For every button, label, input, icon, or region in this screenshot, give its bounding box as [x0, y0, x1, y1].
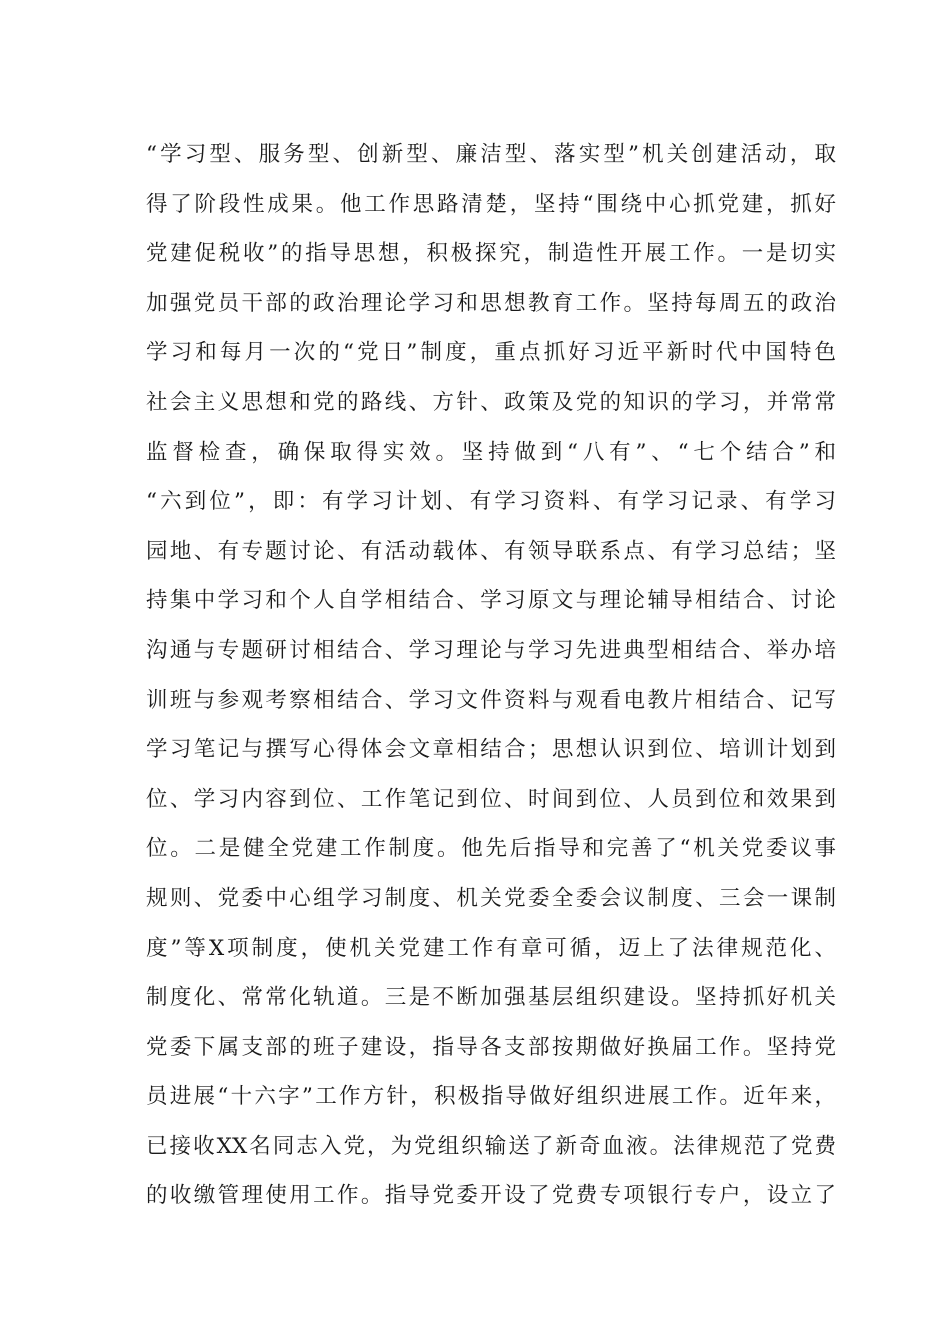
text-line: 员进展“十六字”工作方针，积极指导做好组织进展工作。近年来，: [146, 1084, 836, 1110]
text-line: 园地、有专题讨论、有活动载体、有领导联系点、有学习总结；坚: [146, 538, 836, 564]
text-line: 已接收XX名同志入党，为党组织输送了新奇血液。法律规范了党费: [146, 1133, 836, 1159]
text-line: 训班与参观考察相结合、学习文件资料与观看电教片相结合、记写: [146, 687, 836, 713]
text-line: 持集中学习和个人自学相结合、学习原文与理论辅导相结合、讨论: [146, 588, 836, 614]
text-line: 制度化、常常化轨道。三是不断加强基层组织建设。坚持抓好机关: [146, 985, 836, 1011]
text-line: 加强党员干部的政治理论学习和思想教育工作。坚持每周五的政治: [146, 290, 836, 316]
text-line: 得了阶段性成果。他工作思路清楚，坚持“围绕中心抓党建，抓好: [146, 191, 836, 217]
text-line: 沟通与专题研讨相结合、学习理论与学习先进典型相结合、举办培: [146, 637, 836, 663]
text-line: “学习型、服务型、创新型、廉洁型、落实型”机关创建活动，取: [146, 142, 836, 167]
text-line: 党建促税收”的指导思想，积极探究，制造性开展工作。一是切实: [146, 241, 836, 267]
text-line: 监督检查，确保取得实效。坚持做到“八有”、“七个结合”和: [146, 439, 836, 465]
text-line: 学习笔记与撰写心得体会文章相结合；思想认识到位、培训计划到: [146, 737, 836, 763]
text-line: 规则、党委中心组学习制度、机关党委全委会议制度、三会一课制: [146, 885, 836, 911]
text-line: 学习和每月一次的“党日”制度，重点抓好习近平新时代中国特色: [146, 340, 836, 366]
body-text: [146, 130, 836, 1221]
text-line: 的收缴管理使用工作。指导党委开设了党费专项银行专户，设立了: [146, 1183, 836, 1209]
text-line: 位。二是健全党建工作制度。他先后指导和完善了“机关党委议事: [146, 836, 836, 862]
text-line: 党委下属支部的班子建设，指导各支部按期做好换届工作。坚持党: [146, 1034, 836, 1060]
text-line: 位、学习内容到位、工作笔记到位、时间到位、人员到位和效果到: [146, 786, 836, 812]
text-line: 社会主义思想和党的路线、方针、政策及党的知识的学习，并常常: [146, 389, 836, 415]
text-line: 度”等X项制度，使机关党建工作有章可循，迈上了法律规范化、: [146, 935, 836, 961]
text-line: “六到位”，即：有学习计划、有学习资料、有学习记录、有学习: [146, 489, 836, 515]
